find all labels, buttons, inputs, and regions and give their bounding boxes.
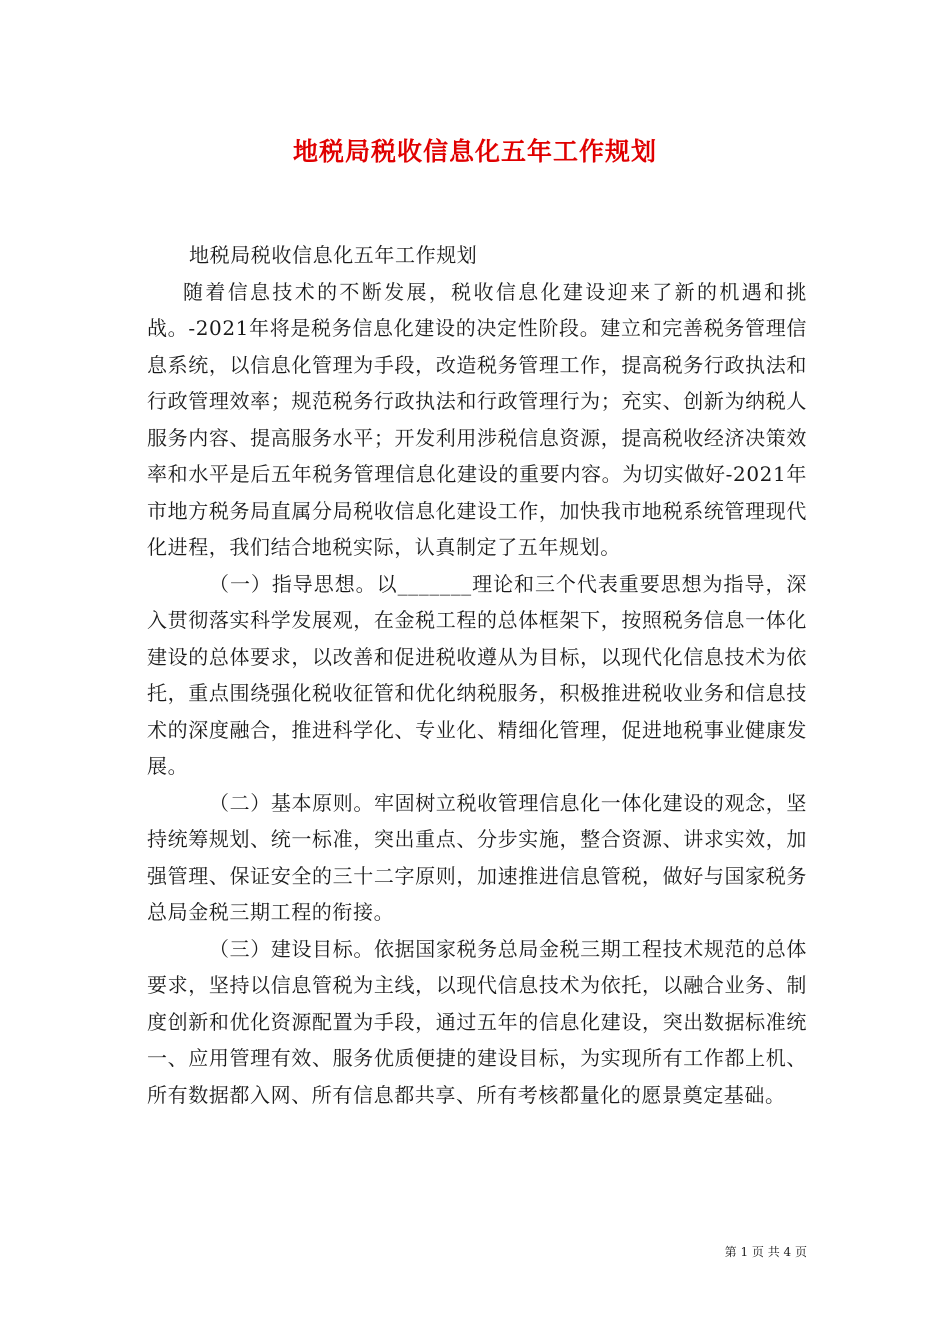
guiding-ideology-paragraph: （一）指导思想。以_______理论和三个代表重要思想为指导，深入贯彻落实科学发展观，在金税工程的总体框架下，按照税务信息一体化建设的总体要求，以改善和促进税收遵从为目标，以现代化信息技术为依托，重点围绕强化税收征管和优化纳税服务，积极推进税收业务和信息技术的深度融合，推进科学化、专业化、精细化管理，促进地税事业健康发展。: [147, 571, 807, 778]
document-title: 地税局税收信息化五年工作规划: [292, 137, 657, 166]
page-number: 第 1 页 共 4 页: [724, 1245, 807, 1259]
body-heading: 地税局税收信息化五年工作规划: [189, 243, 478, 267]
basic-principles-paragraph: （二）基本原则。牢固树立税收管理信息化一体化建设的观念，坚持统筹规划、统一标准，突出重点、分步实施，整合资源、讲求实效，加强管理、保证安全的三十二字原则，加速推进信息管税，做好与国家税务总局金税三期工程的衔接。: [147, 790, 807, 924]
intro-paragraph: 随着信息技术的不断发展，税收信息化建设迎来了新的机遇和挑战。-2021年将是税务信息化建设的决定性阶段。建立和完善税务管理信息系统，以信息化管理为手段，改造税务管理工作，提高税务行政执法和行政管理效率；规范税务行政执法和行政管理行为；充实、创新为纳税人服务内容、提高服务水平；开发利用涉税信息资源，提高税收经济决策效率和水平是后五年税务管理信息化建设的重要内容。为切实做好-2021年市地方税务局直属分局税收信息化建设工作，加快我市地税系统管理现代化进程，我们结合地税实际，认真制定了五年规划。: [147, 279, 807, 559]
construction-goals-paragraph: （三）建设目标。依据国家税务总局金税三期工程技术规范的总体要求，坚持以信息管税为主线，以现代信息技术为依托，以融合业务、制度创新和优化资源配置为手段，通过五年的信息化建设，突出数据标准统一、应用管理有效、服务优质便捷的建设目标，为实现所有工作都上机、所有数据都入网、所有信息都共享、所有考核都量化的愿景奠定基础。: [147, 936, 807, 1107]
document-body: [147, 237, 807, 1113]
